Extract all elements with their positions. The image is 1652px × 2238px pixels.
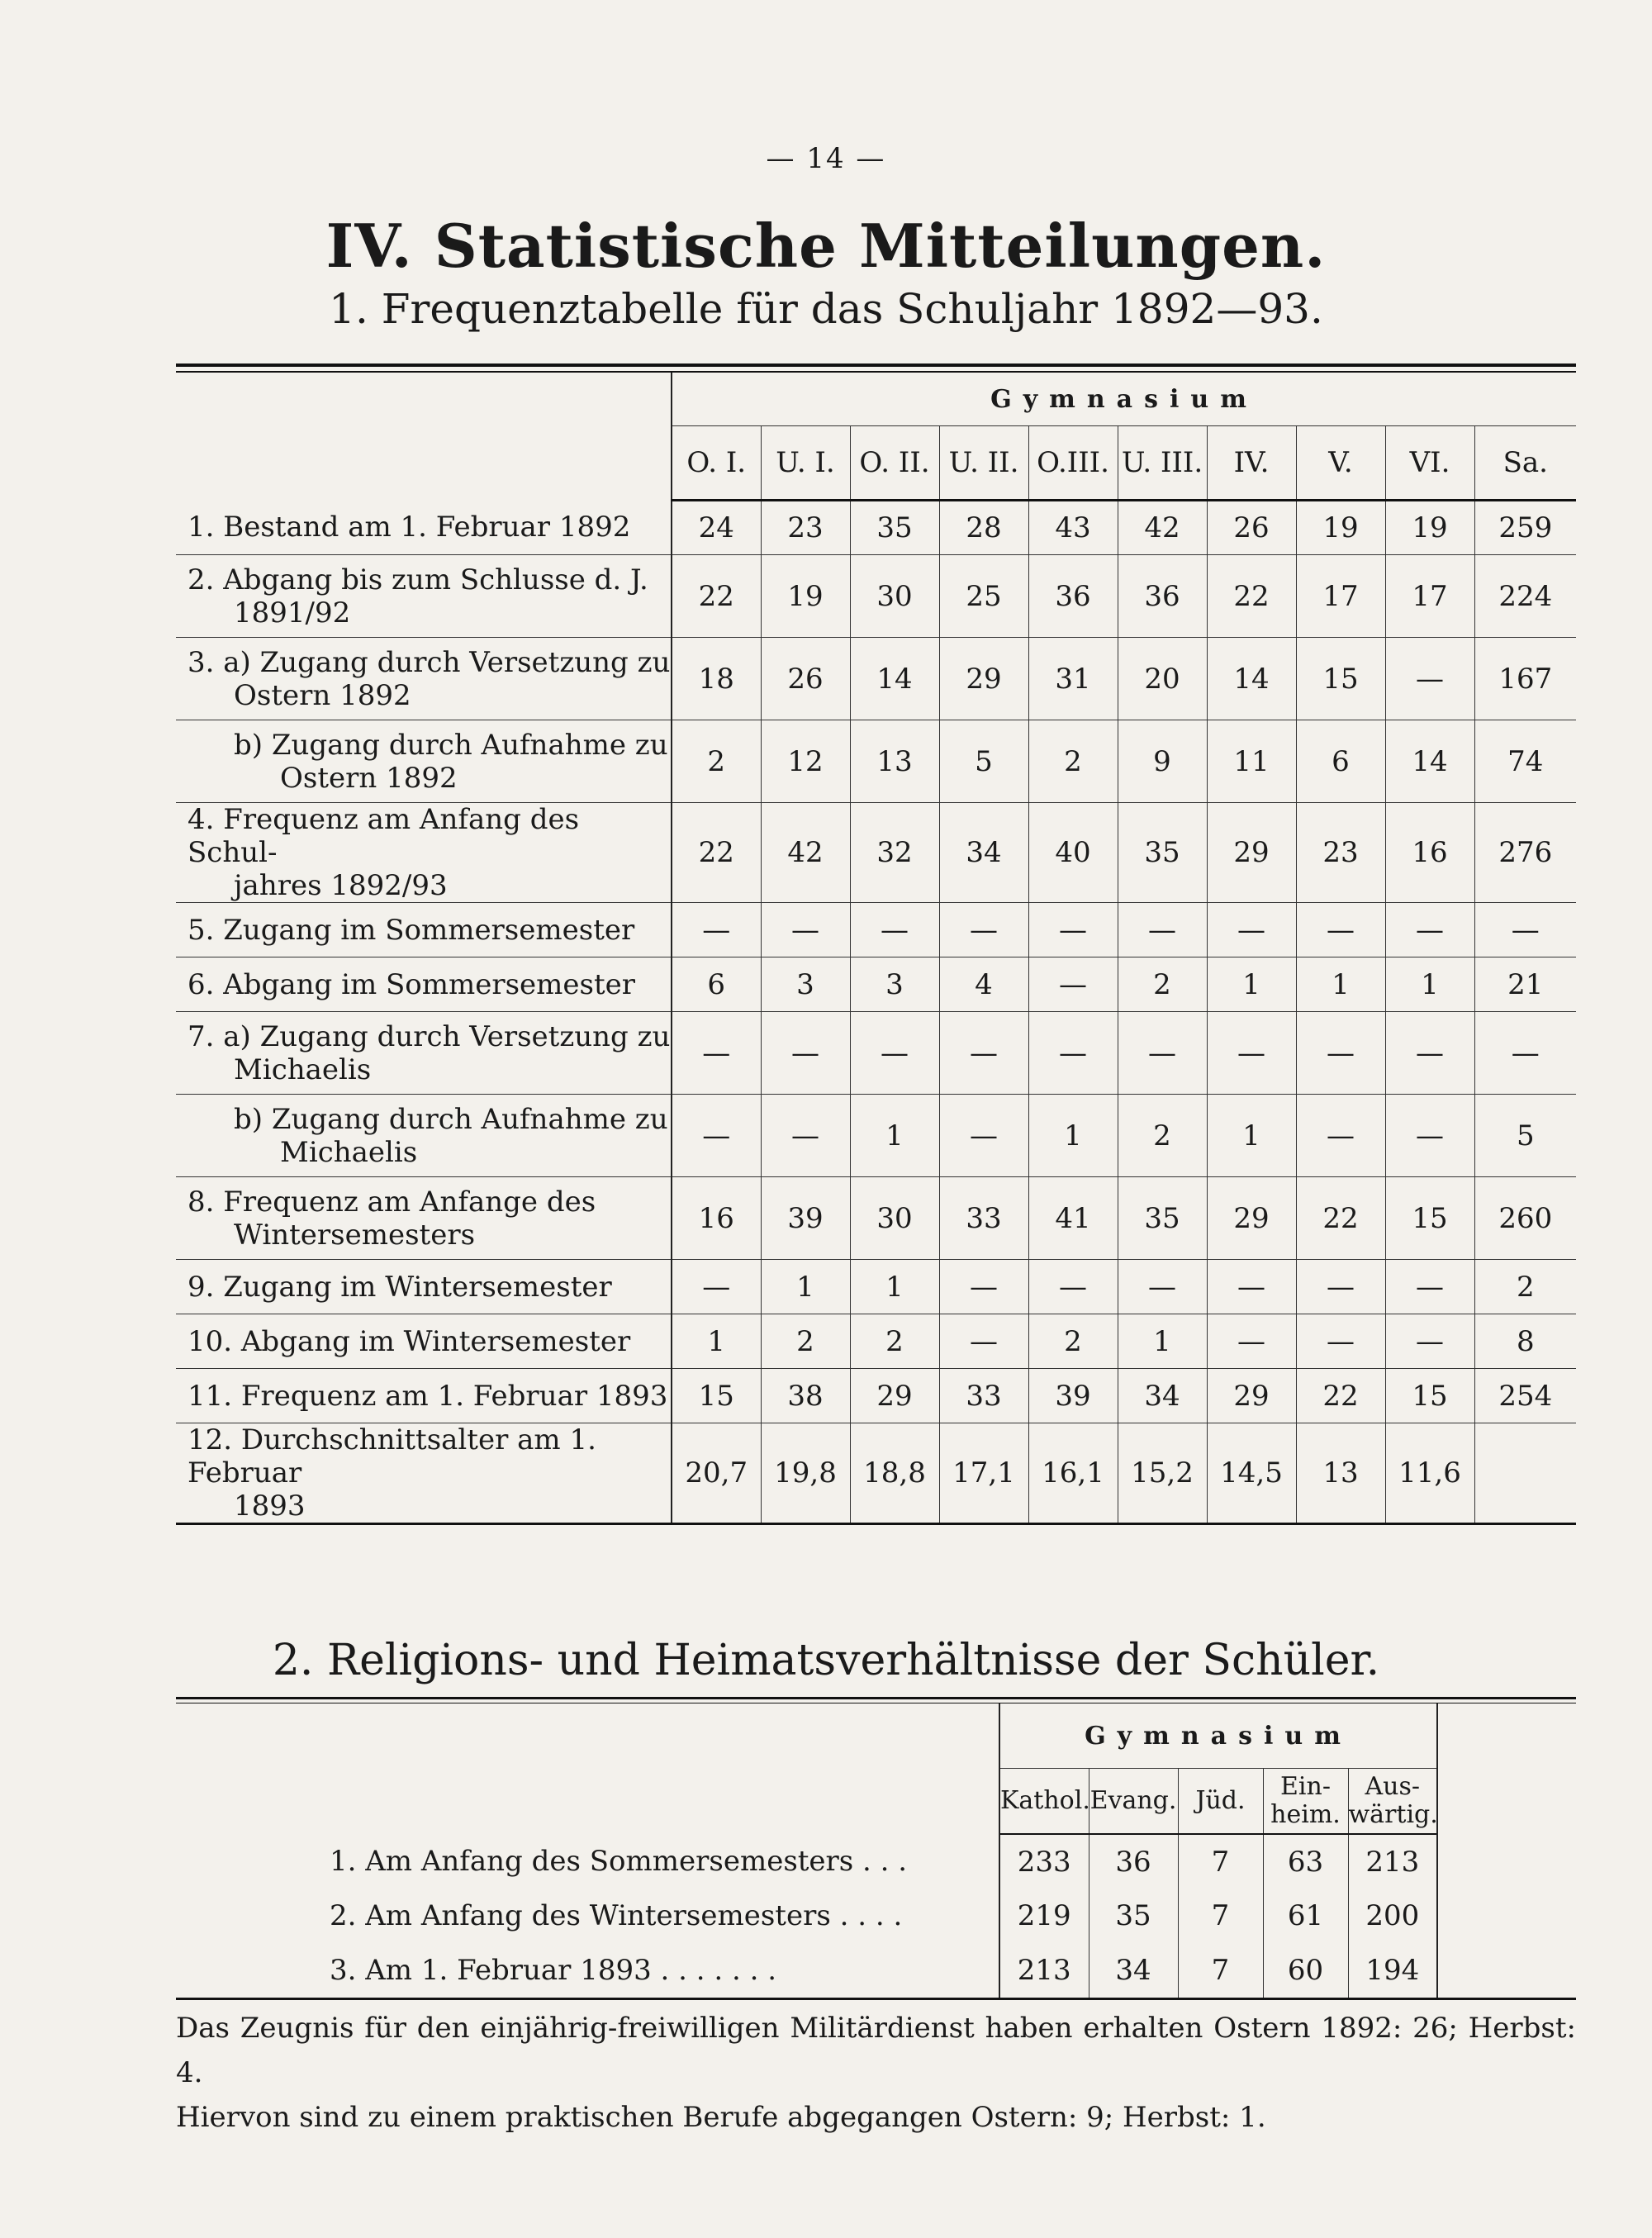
table-cell: 74 — [1474, 720, 1576, 803]
table-cell: 1 — [1028, 1095, 1118, 1177]
table-cell: 15 — [672, 1369, 761, 1423]
table-cell: 254 — [1474, 1369, 1576, 1423]
table-row — [176, 1095, 1576, 1177]
table-cell — [1474, 1423, 1576, 1524]
table-cell: 17,1 — [939, 1423, 1028, 1524]
column-header: VI. — [1385, 426, 1474, 501]
table-cell: 7 — [1178, 1943, 1263, 1999]
row-label-line: 7. a) Zugang durch Versetzung zu — [188, 1019, 671, 1053]
table-cell: 1 — [1296, 957, 1385, 1012]
table-cell: 194 — [1348, 1943, 1437, 1999]
column-header-line: Evang. — [1089, 1786, 1177, 1815]
table-cell: — — [939, 903, 1028, 957]
table-cell: 63 — [1263, 1834, 1348, 1889]
table-cell: 35 — [1089, 1889, 1178, 1943]
table-cell: 5 — [939, 720, 1028, 803]
table-row — [176, 1369, 1576, 1423]
table-cell: — — [672, 1095, 761, 1177]
table-cell: 38 — [761, 1369, 850, 1423]
column-header-line: Kathol. — [1000, 1786, 1090, 1815]
table-cell: 20 — [1118, 638, 1207, 720]
row-label — [176, 903, 672, 957]
table-row — [176, 1943, 1576, 1999]
table-cell: 34 — [1089, 1943, 1178, 1999]
table-cell: 23 — [1296, 803, 1385, 903]
row-label-line: 1. Bestand am 1. Februar 1892 — [188, 511, 631, 544]
table-cell: — — [939, 1095, 1028, 1177]
table-cell: 2 — [761, 1314, 850, 1369]
table-cell: — — [1296, 1012, 1385, 1095]
table-cell: 33 — [939, 1177, 1028, 1260]
empty-cell — [1437, 1943, 1576, 1999]
column-header — [1089, 1769, 1178, 1835]
row-label-line: 9. Zugang im Wintersemester — [188, 1270, 612, 1304]
table-cell: 42 — [1118, 501, 1207, 555]
table-cell: — — [939, 1314, 1028, 1369]
table-cell: — — [1385, 1260, 1474, 1314]
frequency-table-body — [176, 501, 1576, 1524]
table-cell: 28 — [939, 501, 1028, 555]
table-cell: 14,5 — [1207, 1423, 1296, 1524]
column-header: O. II. — [850, 426, 939, 501]
table-cell: — — [1207, 903, 1296, 957]
row-label-line: 8. Frequenz am Anfange des — [188, 1185, 596, 1219]
table-cell: 11,6 — [1385, 1423, 1474, 1524]
row-label-line: Michaelis — [280, 1135, 418, 1169]
row-label — [176, 1012, 672, 1095]
column-header: IV. — [1207, 426, 1296, 501]
table-cell: 29 — [939, 638, 1028, 720]
table-cell: — — [1207, 1314, 1296, 1369]
row-label-line: 3. a) Zugang durch Versetzung zu — [188, 645, 671, 679]
table-cell: 213 — [1348, 1834, 1437, 1889]
row-label: 1. Am Anfang des Sommersemesters . . . — [176, 1834, 999, 1889]
row-label-line: 12. Durchschnittsalter am 1. Februar — [188, 1423, 596, 1490]
table-cell: 33 — [939, 1369, 1028, 1423]
table-cell: — — [1296, 903, 1385, 957]
table-row — [176, 638, 1576, 720]
table-cell: — — [1385, 1314, 1474, 1369]
table-cell: 15 — [1296, 638, 1385, 720]
table-cell: 39 — [761, 1177, 850, 1260]
row-label-line: Ostern 1892 — [280, 761, 458, 795]
row-label-line: 10. Abgang im Wintersemester — [188, 1324, 631, 1358]
column-header — [1348, 1769, 1437, 1835]
table-cell: — — [1118, 903, 1207, 957]
group-header: Gymnasium — [999, 1703, 1437, 1769]
column-header: U. I. — [761, 426, 850, 501]
table-cell: 16 — [1385, 803, 1474, 903]
table-cell: 30 — [850, 555, 939, 638]
table-cell: 1 — [850, 1260, 939, 1314]
column-header-line: heim. — [1270, 1800, 1341, 1829]
row-label-line: 5. Zugang im Sommersemester — [188, 913, 635, 947]
main-heading: IV. Statistische Mitteilungen. — [325, 211, 1327, 281]
table-cell: 16 — [672, 1177, 761, 1260]
table-cell: 29 — [850, 1369, 939, 1423]
table-cell: 2 — [1118, 957, 1207, 1012]
row-label-line: 1893 — [234, 1490, 306, 1523]
table-row — [176, 903, 1576, 957]
table-cell: 20,7 — [672, 1423, 761, 1524]
table-cell: 61 — [1263, 1889, 1348, 1943]
table-cell: — — [1207, 1012, 1296, 1095]
table-cell: — — [1385, 638, 1474, 720]
table-cell: 31 — [1028, 638, 1118, 720]
table-cell: 5 — [1474, 1095, 1576, 1177]
row-label-line: jahres 1892/93 — [234, 869, 448, 902]
column-header: V. — [1296, 426, 1385, 501]
table-cell: 23 — [761, 501, 850, 555]
table-row — [176, 1177, 1576, 1260]
table-cell: 22 — [672, 803, 761, 903]
table-cell: — — [672, 1012, 761, 1095]
table-cell: 19 — [761, 555, 850, 638]
table-cell: 4 — [939, 957, 1028, 1012]
empty-column — [1437, 1703, 1576, 1834]
table-row — [176, 1834, 1576, 1889]
table-cell: — — [1028, 1260, 1118, 1314]
table-cell: — — [939, 1260, 1028, 1314]
table-cell: 60 — [1263, 1943, 1348, 1999]
row-label-line: 1891/92 — [234, 596, 351, 630]
table-cell: 17 — [1385, 555, 1474, 638]
table-row — [176, 720, 1576, 803]
table-cell: 260 — [1474, 1177, 1576, 1260]
table-cell: — — [1296, 1314, 1385, 1369]
table-cell: 2 — [1474, 1260, 1576, 1314]
table-row — [176, 501, 1576, 555]
table-cell: 12 — [761, 720, 850, 803]
row-label — [176, 501, 672, 555]
table-cell: — — [1385, 903, 1474, 957]
table-cell: 2 — [1028, 1314, 1118, 1369]
table-cell: 19,8 — [761, 1423, 850, 1524]
table2-top-rule — [176, 1697, 1576, 1703]
table-cell: — — [1385, 1012, 1474, 1095]
table-cell: 13 — [1296, 1423, 1385, 1524]
table-cell: 1 — [761, 1260, 850, 1314]
row-label — [176, 803, 672, 903]
table-cell: 14 — [850, 638, 939, 720]
table-cell: 1 — [1207, 1095, 1296, 1177]
table-cell: 36 — [1028, 555, 1118, 638]
table-cell: 43 — [1028, 501, 1118, 555]
table-cell: — — [1474, 903, 1576, 957]
table-cell: — — [1296, 1260, 1385, 1314]
table-cell: — — [1296, 1095, 1385, 1177]
table-cell: 24 — [672, 501, 761, 555]
row-label — [176, 1423, 672, 1524]
table-cell: 14 — [1385, 720, 1474, 803]
table-cell: — — [1028, 1012, 1118, 1095]
table-cell: — — [761, 903, 850, 957]
table-cell: — — [672, 903, 761, 957]
row-label — [176, 1369, 672, 1423]
table-row — [176, 1423, 1576, 1524]
table-cell: 213 — [999, 1943, 1089, 1999]
table-cell: 14 — [1207, 638, 1296, 720]
religion-table-body — [176, 1834, 1576, 1999]
empty-cell — [1437, 1889, 1576, 1943]
table-cell: 25 — [939, 555, 1028, 638]
column-header: Sa. — [1474, 426, 1576, 501]
table-cell: 36 — [1089, 1834, 1178, 1889]
table-cell: 17 — [1296, 555, 1385, 638]
frequency-table-container — [176, 363, 1576, 1525]
table-cell: 8 — [1474, 1314, 1576, 1369]
column-header-line: Aus- — [1365, 1772, 1421, 1801]
table-cell: 22 — [1207, 555, 1296, 638]
table-cell: 26 — [1207, 501, 1296, 555]
column-header: U. III. — [1118, 426, 1207, 501]
religion-table-container — [176, 1697, 1576, 2000]
table-cell: 39 — [1028, 1369, 1118, 1423]
table-cell: 224 — [1474, 555, 1576, 638]
table-cell: — — [1028, 957, 1118, 1012]
footnote-line: Das Zeugnis für den einjährig-freiwilligen Militärdienst haben erhalten Ostern 1892: 26; Herbst: 4. — [176, 2012, 1576, 2089]
row-label — [176, 1177, 672, 1260]
table-row — [176, 1889, 1576, 1943]
table-cell: 2 — [1028, 720, 1118, 803]
table-cell: — — [939, 1012, 1028, 1095]
table-cell: 29 — [1207, 803, 1296, 903]
row-label — [176, 1260, 672, 1314]
table-cell: 42 — [761, 803, 850, 903]
table-cell: 34 — [1118, 1369, 1207, 1423]
table-cell: 19 — [1385, 501, 1474, 555]
row-label-line: Wintersemesters — [234, 1218, 476, 1252]
table-cell: 21 — [1474, 957, 1576, 1012]
column-header — [1263, 1769, 1348, 1835]
table-cell: — — [1028, 903, 1118, 957]
empty-cell — [1437, 1834, 1576, 1889]
table-cell: 6 — [672, 957, 761, 1012]
section1-heading: 1. Frequenztabelle für das Schuljahr 1892—93. — [329, 285, 1323, 333]
table-cell: 36 — [1118, 555, 1207, 638]
table-cell: 34 — [939, 803, 1028, 903]
table-cell: — — [761, 1095, 850, 1177]
table-cell: 233 — [999, 1834, 1089, 1889]
table-cell: 1 — [1118, 1314, 1207, 1369]
table-cell: — — [850, 903, 939, 957]
row-label — [176, 1314, 672, 1369]
footnote — [176, 2006, 1576, 2140]
table-cell: 1 — [672, 1314, 761, 1369]
table-cell: — — [1118, 1012, 1207, 1095]
row-label-line: b) Zugang durch Aufnahme zu — [234, 1102, 668, 1136]
table-cell: 40 — [1028, 803, 1118, 903]
table-cell: — — [1474, 1012, 1576, 1095]
row-label — [176, 720, 672, 803]
table-cell: — — [672, 1260, 761, 1314]
table-cell: 200 — [1348, 1889, 1437, 1943]
table-cell: — — [850, 1012, 939, 1095]
table-cell: 7 — [1178, 1889, 1263, 1943]
table-cell: 19 — [1296, 501, 1385, 555]
table-cell: 18 — [672, 638, 761, 720]
table-cell: 2 — [672, 720, 761, 803]
row-label-line: 2. Abgang bis zum Schlusse d. J. — [188, 563, 648, 596]
page-number: — 14 — — [766, 142, 886, 175]
table-cell: 22 — [1296, 1369, 1385, 1423]
row-label: 3. Am 1. Februar 1893 . . . . . . . — [176, 1943, 999, 1999]
table-row — [176, 555, 1576, 638]
table-cell: 3 — [761, 957, 850, 1012]
footnote-line: Hiervon sind zu einem praktischen Berufe abgegangen Ostern: 9; Herbst: 1. — [176, 2101, 1266, 2134]
row-label-header — [176, 373, 672, 501]
table-cell: 30 — [850, 1177, 939, 1260]
table-cell: 22 — [672, 555, 761, 638]
table-cell: — — [1385, 1095, 1474, 1177]
table-cell: 15,2 — [1118, 1423, 1207, 1524]
table-row — [176, 1314, 1576, 1369]
column-header — [1178, 1769, 1263, 1835]
column-header: O.III. — [1028, 426, 1118, 501]
table-cell: 35 — [850, 501, 939, 555]
row-label-line: 11. Frequenz am 1. Februar 1893 — [188, 1379, 668, 1413]
table-cell: — — [761, 1012, 850, 1095]
row-label: 2. Am Anfang des Wintersemesters . . . . — [176, 1889, 999, 1943]
table-cell: 15 — [1385, 1177, 1474, 1260]
table-row — [176, 957, 1576, 1012]
section2-heading: 2. Religions- und Heimatsverhältnisse der Schüler. — [272, 1636, 1380, 1685]
table-cell: — — [1118, 1260, 1207, 1314]
column-header: O. I. — [672, 426, 761, 501]
row-label — [176, 957, 672, 1012]
row-label — [176, 1095, 672, 1177]
row-label-line: 6. Abgang im Sommersemester — [188, 967, 636, 1001]
table-cell: 1 — [1207, 957, 1296, 1012]
table-cell: 3 — [850, 957, 939, 1012]
table-cell: 1 — [850, 1095, 939, 1177]
table-row — [176, 1012, 1576, 1095]
table-cell: 16,1 — [1028, 1423, 1118, 1524]
row-label-line: Michaelis — [234, 1052, 372, 1086]
column-header: U. II. — [939, 426, 1028, 501]
table-cell: 13 — [850, 720, 939, 803]
table-cell: 219 — [999, 1889, 1089, 1943]
table-cell: 41 — [1028, 1177, 1118, 1260]
frequency-table — [176, 373, 1576, 1525]
table-cell: 6 — [1296, 720, 1385, 803]
table-cell: 9 — [1118, 720, 1207, 803]
table-cell: 1 — [1385, 957, 1474, 1012]
table-cell: 32 — [850, 803, 939, 903]
table-cell: 26 — [761, 638, 850, 720]
column-header-line: wärtig. — [1348, 1800, 1438, 1829]
table-row — [176, 1260, 1576, 1314]
table-cell: 2 — [1118, 1095, 1207, 1177]
table-cell: — — [1207, 1260, 1296, 1314]
table-cell: 35 — [1118, 803, 1207, 903]
table-cell: 29 — [1207, 1177, 1296, 1260]
table-cell: 2 — [850, 1314, 939, 1369]
column-header-line: Jüd. — [1195, 1786, 1246, 1815]
table-cell: 35 — [1118, 1177, 1207, 1260]
table-cell: 15 — [1385, 1369, 1474, 1423]
table-cell: 7 — [1178, 1834, 1263, 1889]
column-header — [999, 1769, 1089, 1835]
column-header-line: Ein- — [1280, 1772, 1331, 1801]
row-label-line: b) Zugang durch Aufnahme zu — [234, 728, 668, 762]
table-cell: 167 — [1474, 638, 1576, 720]
table-top-rule — [176, 363, 1576, 373]
row-label — [176, 638, 672, 720]
table-cell: 276 — [1474, 803, 1576, 903]
row-label — [176, 555, 672, 638]
table-row — [176, 803, 1576, 903]
table-cell: 29 — [1207, 1369, 1296, 1423]
table-cell: 22 — [1296, 1177, 1385, 1260]
religion-table — [176, 1703, 1576, 2000]
row-label-line: 4. Frequenz am Anfang des Schul- — [188, 803, 580, 869]
group-header: Gymnasium — [672, 373, 1576, 426]
table-cell: 18,8 — [850, 1423, 939, 1524]
row-label-header — [176, 1703, 999, 1834]
table-cell: 11 — [1207, 720, 1296, 803]
table-cell: 259 — [1474, 501, 1576, 555]
row-label-line: Ostern 1892 — [234, 678, 411, 712]
